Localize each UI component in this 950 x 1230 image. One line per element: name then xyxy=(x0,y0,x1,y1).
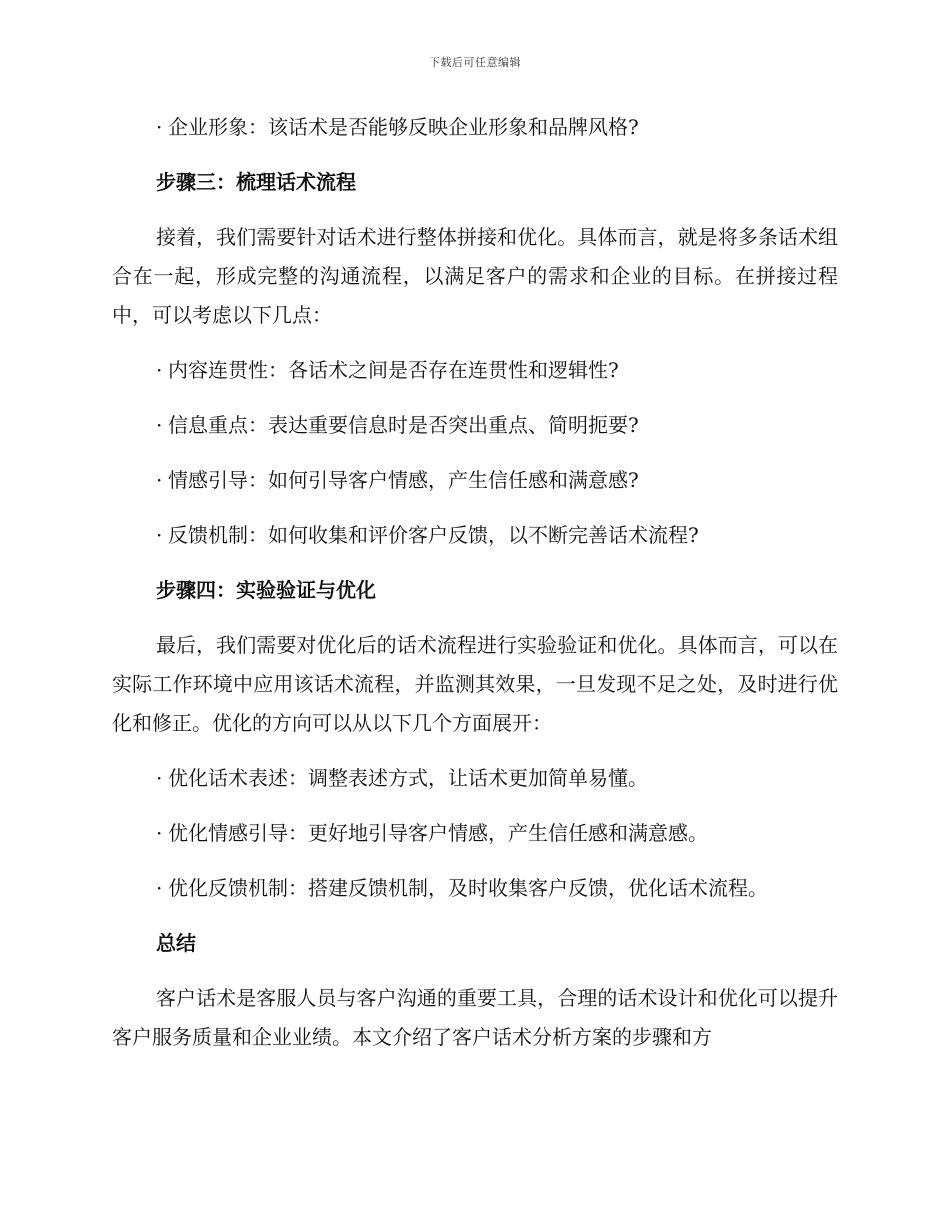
bullet-text: 情感引导：如何引导客户情感，产生信任感和满意感? xyxy=(168,468,639,492)
section-heading-summary: 总结 xyxy=(156,931,196,955)
bullet-dot-icon: · xyxy=(156,468,163,492)
bullet-item xyxy=(112,406,838,445)
bullet-item xyxy=(112,108,838,147)
bullet-dot-icon: · xyxy=(156,115,163,139)
bullet-item xyxy=(112,351,838,390)
bullet-item xyxy=(112,516,838,555)
paragraph: 客户话术是客服人员与客户沟通的重要工具，合理的话术设计和优化可以提升客户服务质量和企业业绩。本文介绍了客户话术分析方案的步骤和方 xyxy=(112,986,838,1049)
bullet-text: 信息重点：表达重要信息时是否突出重点、简明扼要? xyxy=(168,413,639,437)
bullet-text: 企业形象：该话术是否能够反映企业形象和品牌风格? xyxy=(168,115,639,139)
bullet-dot-icon: · xyxy=(156,876,163,900)
bullet-dot-icon: · xyxy=(156,766,163,790)
page-header: 下载后可任意编辑 xyxy=(429,56,521,69)
bullet-dot-icon: · xyxy=(156,358,163,382)
bullet-text: 优化反馈机制：搭建反馈机制，及时收集客户反馈，优化话术流程。 xyxy=(168,876,768,900)
bullet-text: 优化情感引导：更好地引导客户情感，产生信任感和满意感。 xyxy=(168,821,708,845)
bullet-item xyxy=(112,814,838,853)
paragraph: 最后，我们需要对优化后的话术流程进行实验验证和优化。具体而言，可以在实际工作环境中应用该话术流程，并监测其效果，一旦发现不足之处，及时进行优化和修正。优化的方向可以从以下几个方面展开： xyxy=(112,633,838,735)
document-body xyxy=(112,108,838,1073)
section-heading-step4: 步骤四：实验验证与优化 xyxy=(156,578,376,602)
bullet-text: 内容连贯性：各话术之间是否存在连贯性和逻辑性? xyxy=(168,358,619,382)
bullet-dot-icon: · xyxy=(156,523,163,547)
bullet-item xyxy=(112,461,838,500)
section-heading-step3: 步骤三：梳理话术流程 xyxy=(156,170,356,194)
paragraph: 接着，我们需要针对话术进行整体拼接和优化。具体而言，就是将多条话术组合在一起，形成完整的沟通流程，以满足客户的需求和企业的目标。在拼接过程中，可以考虑以下几点： xyxy=(112,225,838,327)
bullet-text: 反馈机制：如何收集和评价客户反馈，以不断完善话术流程? xyxy=(168,523,699,547)
bullet-dot-icon: · xyxy=(156,821,163,845)
bullet-item xyxy=(112,759,838,798)
bullet-text: 优化话术表述：调整表述方式，让话术更加简单易懂。 xyxy=(168,766,648,790)
bullet-item xyxy=(112,869,838,908)
bullet-dot-icon: · xyxy=(156,413,163,437)
